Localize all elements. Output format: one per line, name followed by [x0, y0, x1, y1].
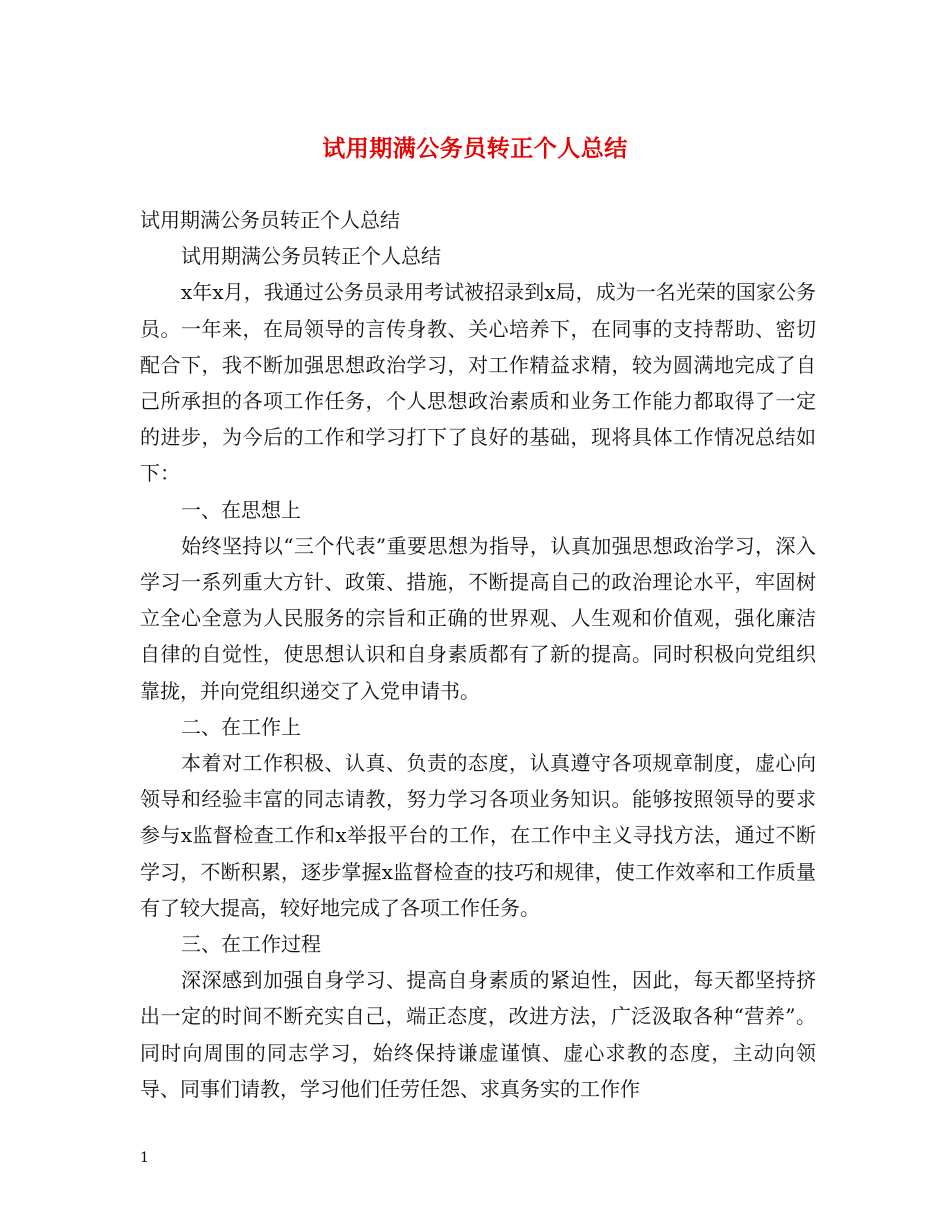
document-title: 试用期满公务员转正个人总结: [322, 135, 628, 162]
page-number: 1: [140, 1150, 149, 1166]
paragraph-intro: x年x月，我通过公务员录用考试被招录到x局，成为一名光荣的国家公务员。一年来，在局领导的言传身教、关心培养下，在同事的支持帮助、密切配合下，我不断加强思想政治学习，对工作精益求精，较为圆满地完成了自己所承担的各项工作任务，个人思想政治素质和业务工作能力都取得了一定的进步，为今后的工作和学习打下了良好的基础，现将具体工作情况总结如下：: [140, 280, 816, 486]
paragraph-process: 深深感到加强自身学习、提高自身素质的紧迫性，因此，每天都坚持挤出一定的时间不断充实自己，端正态度，改进方法，广泛汲取各种“营养”。同时向周围的同志学习，始终保持谦虚谨慎、虚心求教的态度，主动向领导、同事们请教，学习他们任劳任怨、求真务实的工作作: [140, 968, 816, 1101]
paragraph-heading-repeat: 试用期满公务员转正个人总结: [140, 208, 400, 232]
document-body: [140, 202, 816, 1107]
section-heading-work: 二、在工作上: [181, 714, 301, 739]
paragraph-subtitle: 试用期满公务员转正个人总结: [181, 244, 441, 269]
section-heading-thought: 一、在思想上: [181, 497, 301, 522]
paragraph-thought: 始终坚持以“三个代表”重要思想为指导，认真加强思想政治学习，深入学习一系列重大方针、政策、措施，不断提高自己的政治理论水平，牢固树立全心全意为人民服务的宗旨和正确的世界观、人生观和价值观，强化廉洁自律的自觉性，使思想认识和自身素质都有了新的提高。同时积极向党组织靠拢，并向党组织递交了入党申请书。: [140, 533, 816, 703]
paragraph-work: 本着对工作积极、认真、负责的态度，认真遵守各项规章制度，虚心向领导和经验丰富的同志请教，努力学习各项业务知识。能够按照领导的要求参与x监督检查工作和x举报平台的工作，在工作中主义寻找方法，通过不断学习，不断积累，逐步掌握x监督检查的技巧和规律，使工作效率和工作质量有了较大提高，较好地完成了各项工作任务。: [140, 751, 816, 920]
section-heading-process: 三、在工作过程: [181, 932, 321, 957]
